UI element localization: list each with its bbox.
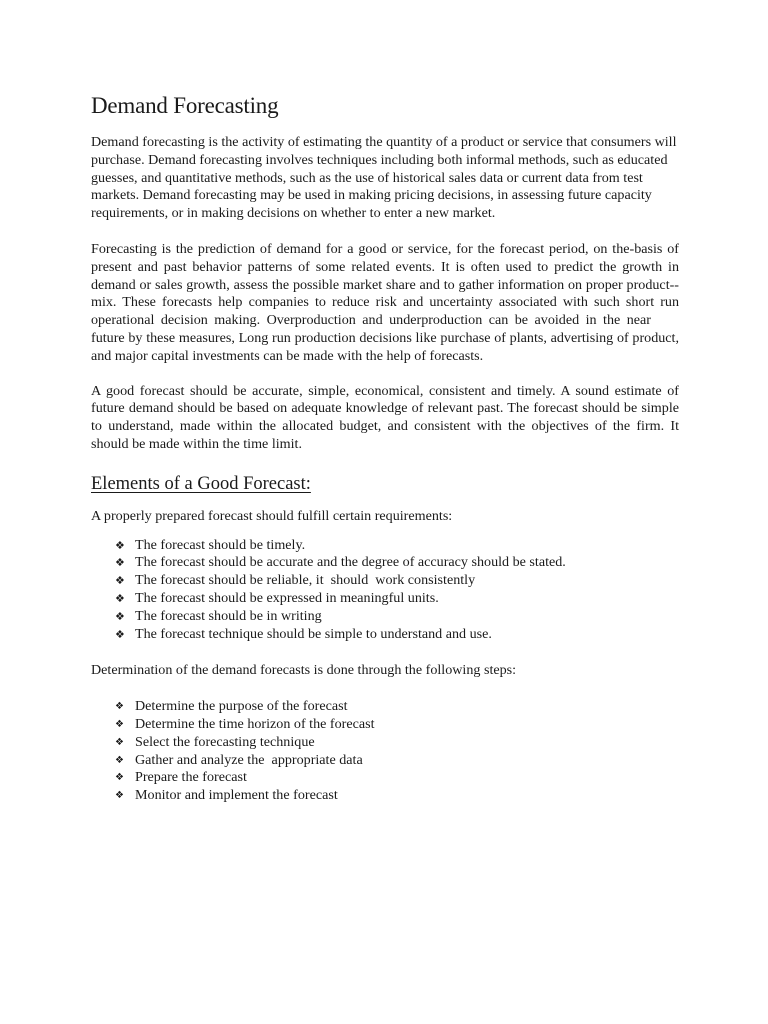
list-item-text: Select the forecasting technique: [135, 733, 315, 750]
section-title: Elements of a Good Forecast:: [91, 473, 311, 494]
page-title: Demand Forecasting: [91, 93, 279, 118]
list-item-text: The forecast should be accurate and the degree of accuracy should be stated.: [135, 554, 566, 571]
list-item: [115, 537, 679, 555]
list-item: [115, 572, 679, 590]
paragraph-forecasting-part1: Forecasting is the prediction of demand for a good or service, for the forecast period, on the-basis of present and past behavior patterns of some related events. It is often used to predict the growth in demand or sales growth, assess the possible market share and to gather information on proper product--mix. These forecasts help companies to reduce risk and uncertainty associated with such short run operational decision making. Overproduction and underproduction can be avoided in the near: [91, 240, 679, 329]
list-item: [115, 554, 679, 572]
diamond-bullet-icon: ❖: [115, 754, 124, 766]
list-item: [115, 698, 679, 716]
steps-list: [91, 698, 679, 805]
diamond-bullet-icon: ❖: [115, 628, 125, 642]
list-item-text: The forecast should be expressed in meaningful units.: [135, 590, 439, 607]
diamond-bullet-icon: ❖: [115, 718, 124, 730]
list-item-text: Gather and analyze the appropriate data: [135, 751, 363, 768]
list-item: [115, 752, 679, 770]
diamond-bullet-icon: ❖: [115, 790, 124, 802]
list-item: [115, 734, 679, 752]
paragraph-definition: Demand forecasting is the activity of estimating the quantity of a product or service that consumers will purchase. Demand forecasting involves techniques including both informal methods, such as educated guesses, and quantitative methods, such as the use of historical sales data or current data from test markets. Demand forecasting may be used in making pricing decisions, in assessing future capacity requirements, or in making decisions on whether to enter a new market.: [91, 134, 677, 222]
steps-intro: Determination of the demand forecasts is done through the following steps:: [91, 661, 517, 678]
list-item: [115, 626, 679, 644]
list-item-text: The forecast should be timely.: [135, 536, 306, 553]
diamond-bullet-icon: ❖: [115, 700, 124, 712]
list-item: [115, 716, 679, 734]
list-item-text: Monitor and implement the forecast: [135, 787, 338, 804]
diamond-bullet-icon: ❖: [115, 736, 124, 748]
list-item-text: The forecast should be in writing: [135, 608, 322, 625]
list-item-text: Determine the purpose of the forecast: [135, 697, 348, 714]
diamond-bullet-icon: ❖: [115, 772, 124, 784]
document-page: [91, 92, 679, 805]
requirements-list: [91, 537, 679, 644]
list-item-text: Determine the time horizon of the forecast: [135, 715, 375, 732]
list-item-text: The forecast technique should be simple to understand and use.: [135, 626, 492, 643]
diamond-bullet-icon: ❖: [115, 610, 125, 624]
diamond-bullet-icon: ❖: [115, 556, 125, 570]
paragraph-forecasting-part2: future by these measures, Long run production decisions like purchase of plants, advertising of product, and major capital investments can be made with the help of forecasts.: [91, 329, 679, 364]
list-item: [115, 590, 679, 608]
diamond-bullet-icon: ❖: [115, 574, 125, 588]
requirements-intro: A properly prepared forecast should fulfill certain requirements:: [91, 507, 453, 524]
diamond-bullet-icon: ❖: [115, 538, 125, 552]
paragraph-forecasting: [91, 241, 679, 366]
list-item-text: The forecast should be reliable, it should work consistently: [135, 572, 476, 589]
diamond-bullet-icon: ❖: [115, 592, 125, 606]
list-item-text: Prepare the forecast: [135, 769, 247, 786]
list-item: [115, 769, 679, 787]
list-item: [115, 608, 679, 626]
paragraph-good-forecast: A good forecast should be accurate, simple, economical, consistent and timely. A sound estimate of future demand should be based on adequate knowledge of relevant past. The forecast should be simple to understand, made within the allocated budget, and consistent with the objectives of the firm. It should be made within the time limit.: [91, 382, 679, 452]
list-item: [115, 787, 679, 805]
